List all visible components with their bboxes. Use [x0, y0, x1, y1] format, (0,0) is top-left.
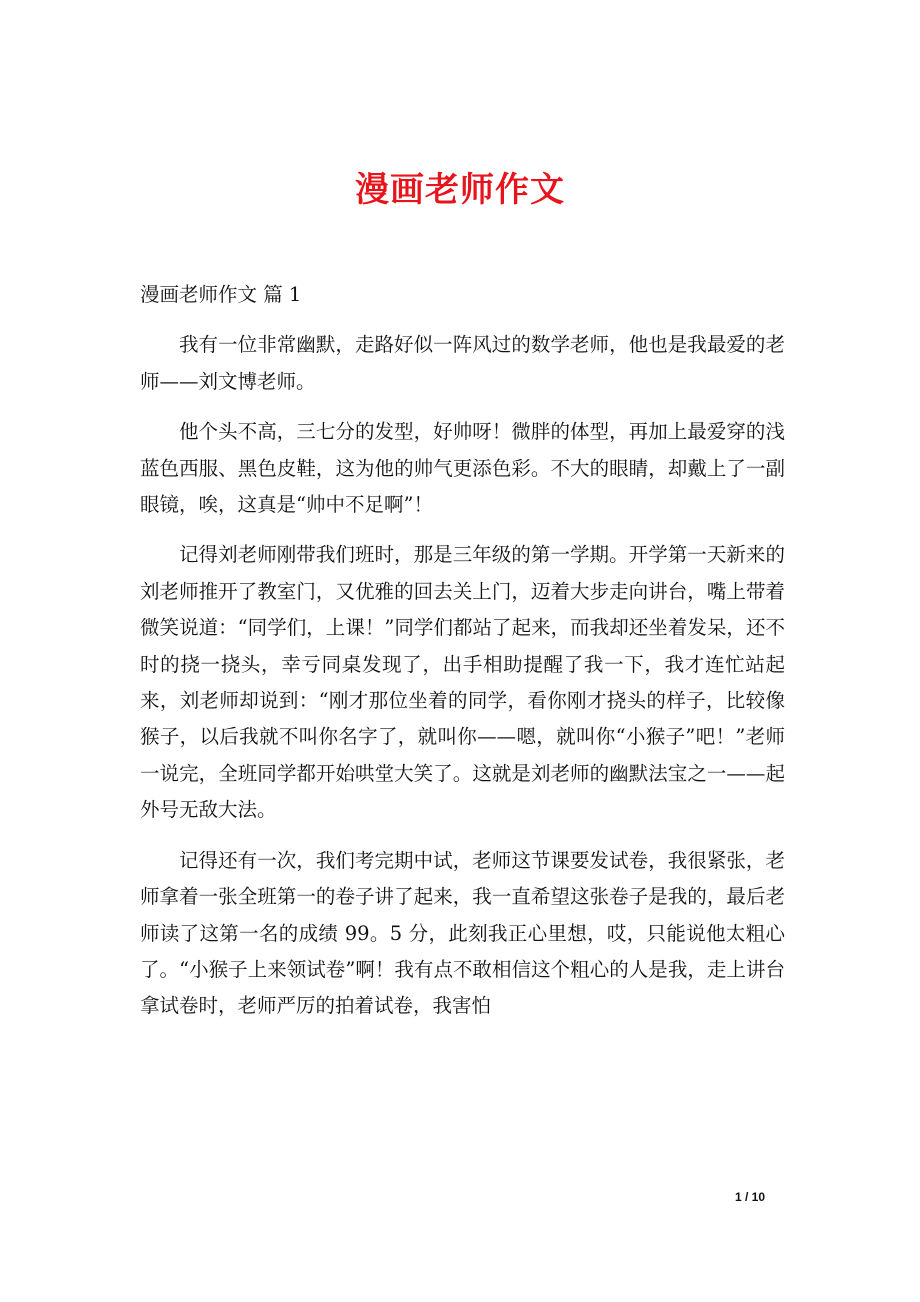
page-title: 漫画老师作文: [355, 169, 565, 210]
paragraph-1: 我有一位非常幽默，走路好似一阵风过的数学老师，他也是我最爱的老师——刘文博老师。: [140, 333, 785, 393]
paragraph-3: 记得刘老师刚带我们班时，那是三年级的第一学期。开学第一天新来的刘老师推开了教室门，又优雅的回去关上门，迈着大步走向讲台，嘴上带着微笑说道：“同学们，上课！”同学们都站了起来，而我却还坐着发呆，还不时的挠一挠头，幸亏同桌发现了，出手相助提醒了我一下，我才连忙站起来，刘老师却说到：“刚才那位坐着的同学，看你刚才挠头的样子，比较像猴子，以后我就不叫你名字了，就叫你——嗯，就叫你“小猴子”吧！”老师一说完，全班同学都开始哄堂大笑了。这就是刘老师的幽默法宝之一——起外号无敌大法。: [140, 543, 785, 822]
page-number: 1 / 10: [735, 1190, 766, 1204]
section-heading: 漫画老师作文 篇 1: [140, 283, 302, 306]
paragraph-2: 他个头不高，三七分的发型，好帅呀！微胖的体型，再加上最爱穿的浅蓝色西服、黑色皮鞋，这为他的帅气更添色彩。不大的眼睛，却戴上了一副眼镜，唉，这真是“帅中不足啊”！: [140, 420, 785, 517]
paragraph-4: 记得还有一次，我们考完期中试，老师这节课要发试卷，我很紧张，老师拿着一张全班第一的卷子讲了起来，我一直希望这张卷子是我的，最后老师读了这第一名的成绩 99。5 分，此刻我正心里想，哎，只能说他太粗心了。“小猴子上来领试卷”啊！我有点不敢相信这个粗心的人是我，走上讲台拿试卷时，老师严厉的拍着试卷，我害怕: [140, 848, 785, 1018]
document-body: [140, 277, 785, 1025]
